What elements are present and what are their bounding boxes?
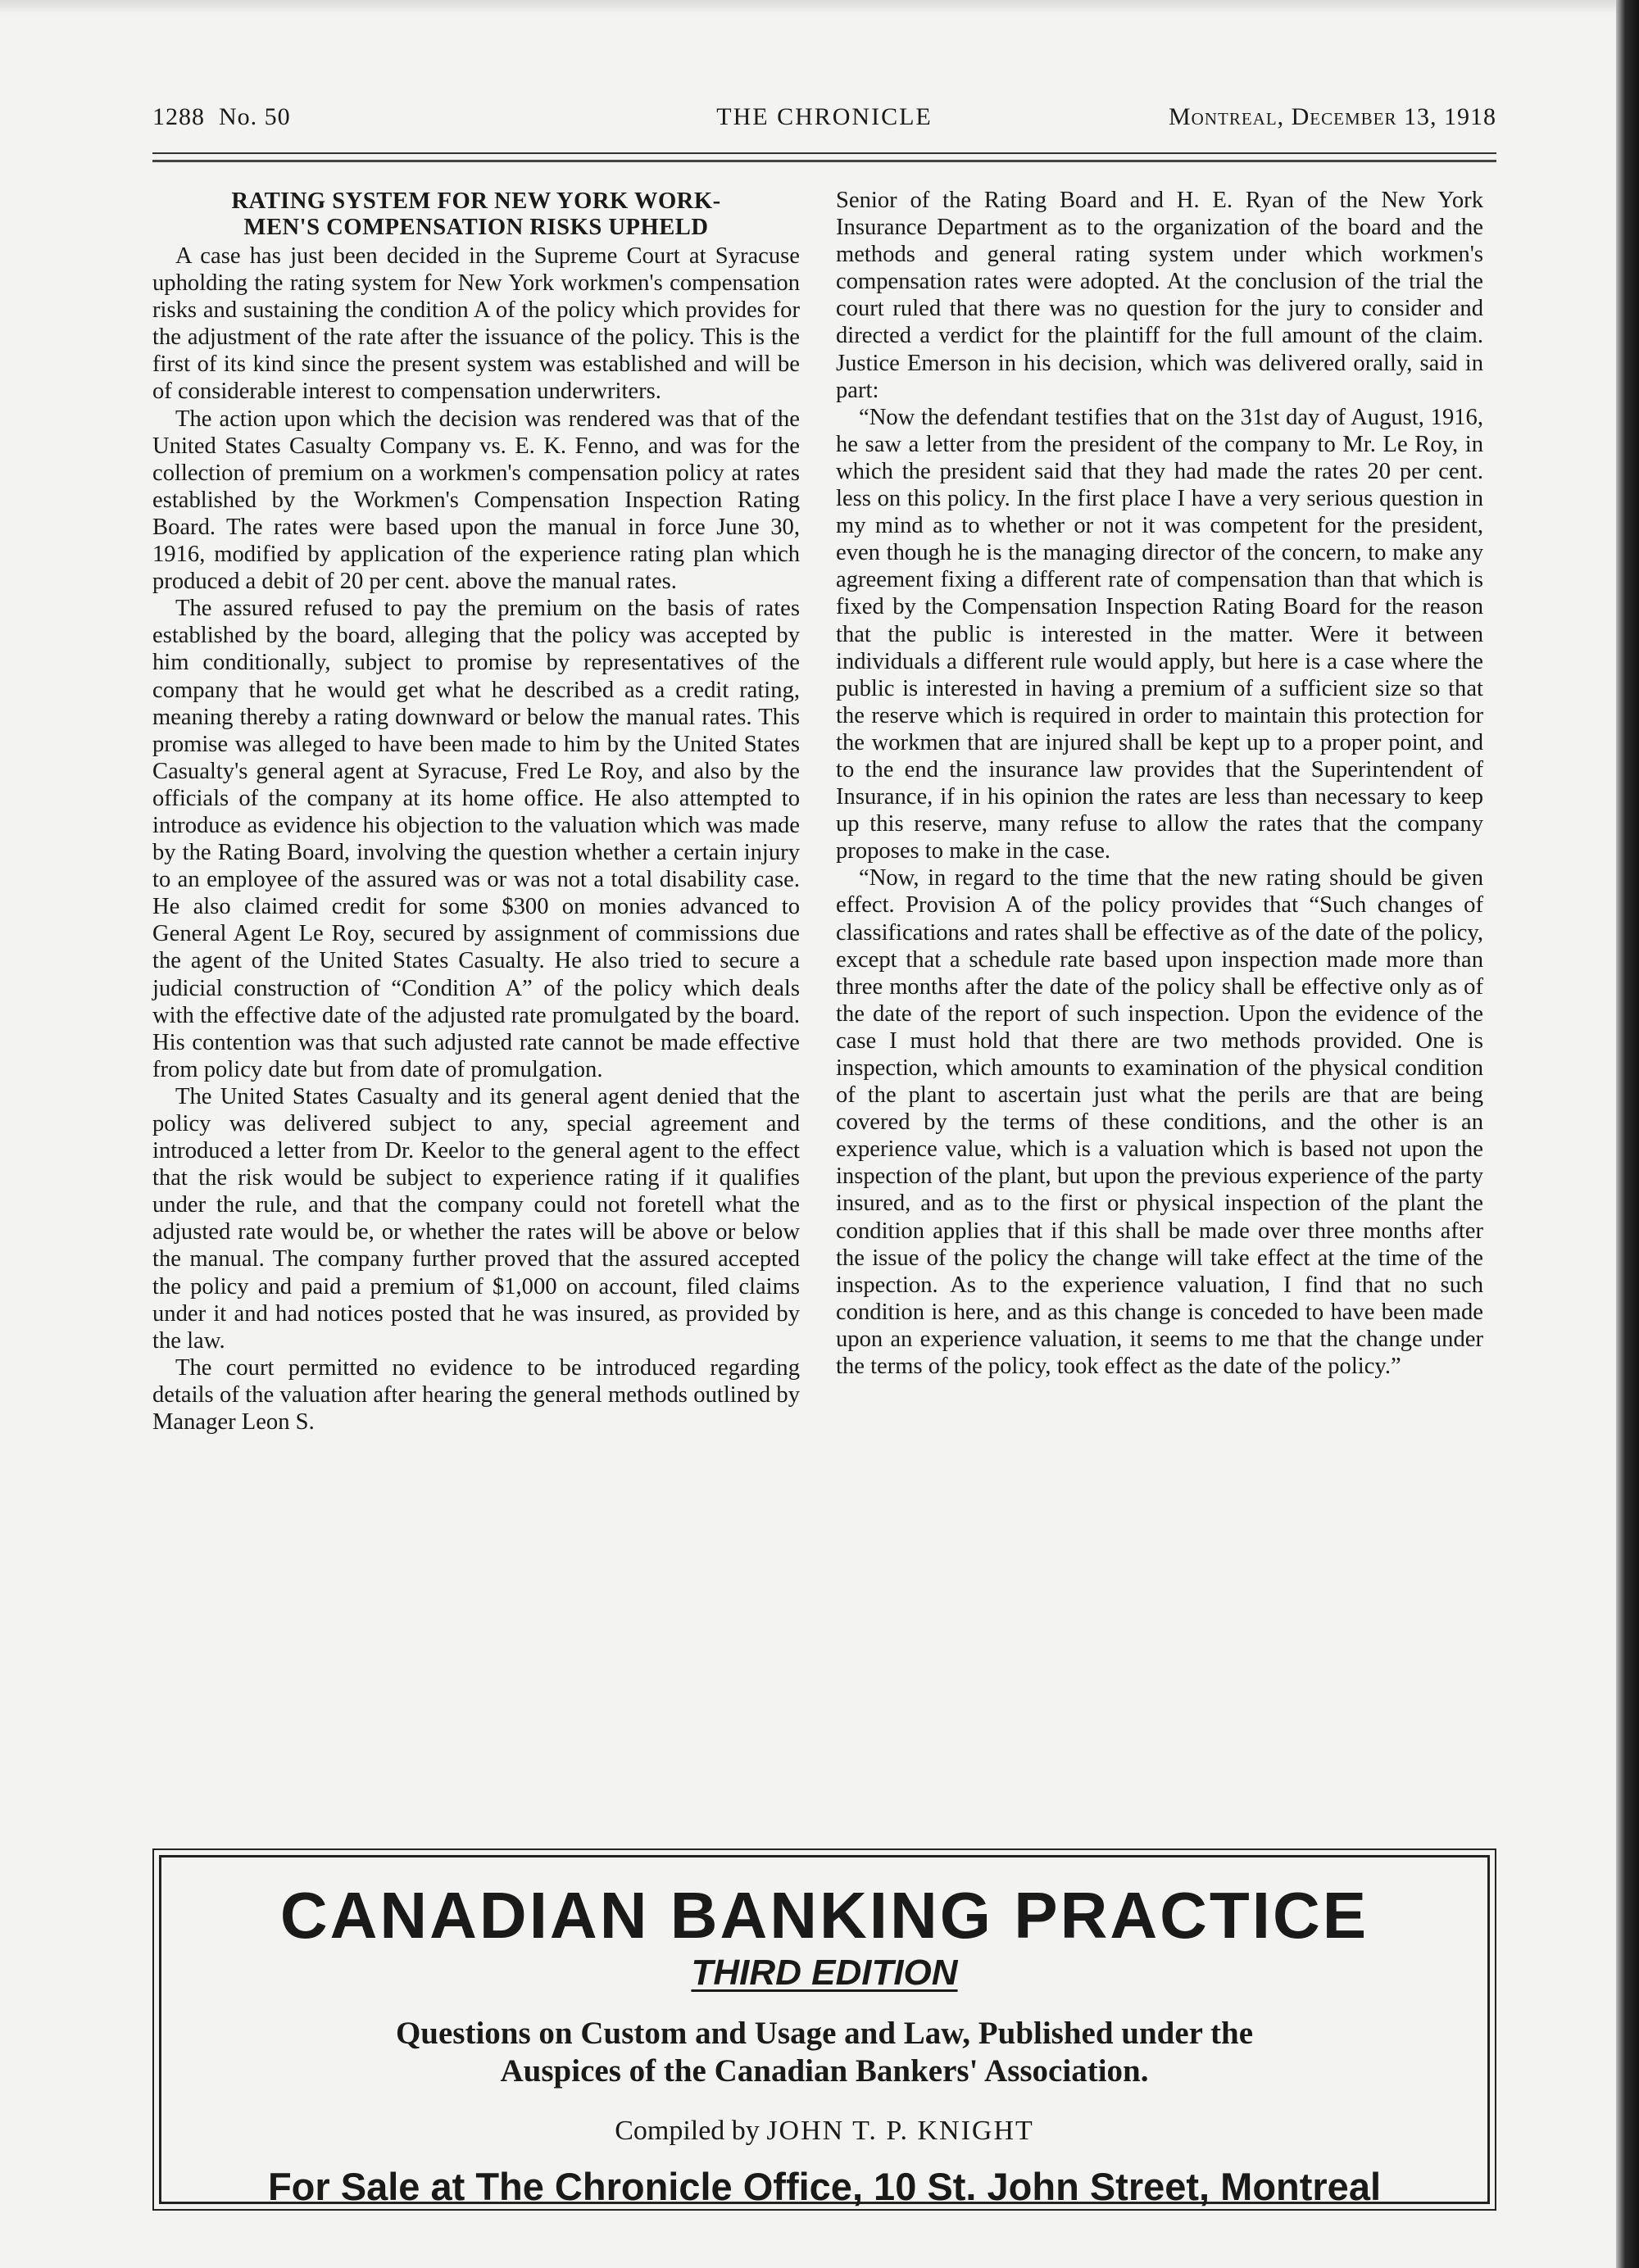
ad-title: CANADIAN BANKING PRACTICE bbox=[279, 1879, 1369, 1952]
article-paragraph: A case has just been decided in the Supreme Court at Syracuse upholding the rating system for New York workmen's compensation risks and sustaining the condition A of the policy which provides for the adjustment of the rate after the issuance of the policy. This is the first of its kind since the present system was established and will be of considerable interest to compensation underwriters. bbox=[152, 243, 800, 405]
publication-title: THE CHRONICLE bbox=[716, 103, 933, 130]
ad-sale-line: For Sale at The Chronicle Office, 10 St. John Street, Montreal bbox=[267, 2165, 1382, 2208]
ad-description-line-2: Auspices of the Canadian Bankers' Association. bbox=[500, 2053, 1149, 2089]
article-paragraph: The action upon which the decision was rendered was that of the United States Casualty Company vs. E. K. Fenno, and was for the collection of premium on a workmen's compensation policy at rates established by the Workmen's Compensation Inspection Rating Board. The rates were based upon the manual in force June 30, 1916, modified by application of the experience rating plan which produced a debit of 20 per cent. above the manual rates. bbox=[152, 406, 800, 595]
ad-description-line-1: Questions on Custom and Usage and Law, Published under the bbox=[395, 2016, 1254, 2051]
header-rule-thin bbox=[152, 152, 1496, 154]
article-paragraph: Senior of the Rating Board and H. E. Ryan of the New York Insurance Department as to the organization of the board and the methods and general rating system under which workmen's compensation rates were adopted. At the conclusion of the trial the court ruled that there was no question for the jury to consider and directed a verdict for the plaintiff for the full amount of the claim. Justice Emerson in his decision, which was delivered orally, said in part: bbox=[836, 188, 1483, 403]
compiled-prefix: Compiled by bbox=[615, 2116, 760, 2146]
ad-compiled-by bbox=[161, 2115, 1487, 2148]
page-header bbox=[152, 103, 1496, 139]
ad-edition: THIRD EDITION bbox=[691, 1953, 958, 1993]
article-paragraph: The court permitted no evidence to be introduced regarding details of the valuation after hearing the general methods outlined by Manager Leon S. bbox=[152, 1354, 800, 1436]
quoted-paragraph: “Now, in regard to the time that the new rating should be given effect. Provision A of the policy provides that “Such changes of classifications and rates shall be effective as of the date of the policy, except that a schedule rate based upon inspection made more than three months after the date of the policy shall be effective only as of the date of the report of such inspection. Upon the evidence of the case I must hold that there are two methods provided. One is inspection, which amounts to examination of the physical condition of the plant to ascertain just what the perils are that are being covered by the terms of these conditions, and the other is an experience value, which is a valuation which is based not upon the inspection of the plant, but upon the previous experience of the party insured, and as to the first or physical inspection of the plant the condition applies that if this shall be made over three months after the issue of the policy the change will take effect at the time of the inspection. As to the experience valuation, I find that no such condition is here, and as this change is conceded to have been made upon an experience valuation, it seems to me that the change under the terms of the policy, took effect as the date of the policy.” bbox=[836, 865, 1483, 1380]
place-date: Montreal, December 13, 1918 bbox=[1168, 103, 1496, 130]
article-right-column bbox=[836, 187, 1483, 1380]
ad-description bbox=[161, 2015, 1487, 2090]
scan-top-shading bbox=[0, 0, 1639, 15]
article-paragraph: The United States Casualty and its general agent denied that the policy was delivered subject to any, special agreement and introduced a letter from Dr. Keelor to the general agent to the effect that the risk would be subject to experience rating if it qualifies under the rule, and that the company could not foretell what the adjusted rate would be, or whether the rates will be above or below the manual. The company further proved that the assured accepted the policy and paid a premium of $1,000 on account, filed claims under it and had notices posted that he was insured, as provided by the law. bbox=[152, 1083, 800, 1354]
book-advertisement bbox=[159, 1855, 1490, 2208]
headline-line-1: RATING SYSTEM FOR NEW YORK WORK- bbox=[231, 188, 721, 214]
article-paragraph: The assured refused to pay the premium on the basis of rates established by the board, alleging that the policy was accepted by him conditionally, subject to promise by representatives of the company that he would get what he described as a credit rating, meaning thereby a rating downward or below the manual rates. This promise was alleged to have been made to him by the United States Casualty's general agent at Syracuse, Fred Le Roy, and also by the officials of the company at its home office. He also attempted to introduce as evidence his objection to the valuation which was made by the Rating Board, involving the question whether a certain injury to an employee of the assured was or was not a total disability case. He also claimed credit for some $300 on monies advanced to General Agent Le Roy, secured by assignment of commissions due the agent of the United States Casualty. He also tried to secure a judicial construction of “Condition A” of the policy which deals with the effective date of the adjusted rate promulgated by the board. His contention was that such adjusted rate cannot be made effective from policy date but from date of promulgation. bbox=[152, 596, 800, 1082]
compiler-name: JOHN T. P. KNIGHT bbox=[766, 2116, 1034, 2146]
scan-binding-edge bbox=[1616, 0, 1639, 2268]
quoted-paragraph: “Now the defendant testifies that on the 31st day of August, 1916, he saw a letter from the president of the company to Mr. Le Roy, in which the president said that they had made the rates 20 per cent. less on this policy. In the first place I have a very serious question in my mind as to whether or not it was competent for the president, even though he is the managing director of the concern, to make any agreement fixing a different rate of compensation than that which is fixed by the Compensation Inspection Rating Board for the reason that the public is interested in the matter. Were it between individuals a different rule would apply, but here is a case where the public is interested in having a premium of a sufficient size so that the reserve which is required in order to maintain this protection for the workmen that are injured shall be kept up to a proper point, and to the end the insurance law provides that the Superintendent of Insurance, if in his opinion the rates are less than necessary to keep up this reserve, many refuse to allow the rates that the company proposes to make in the case. bbox=[836, 404, 1483, 864]
article-headline bbox=[152, 188, 800, 241]
page-number: 1288 bbox=[152, 103, 205, 130]
header-rule-thick bbox=[152, 160, 1496, 162]
article-left-column bbox=[152, 187, 800, 1436]
issue-number: No. 50 bbox=[219, 103, 291, 130]
headline-line-2: MEN'S COMPENSATION RISKS UPHELD bbox=[243, 215, 709, 240]
